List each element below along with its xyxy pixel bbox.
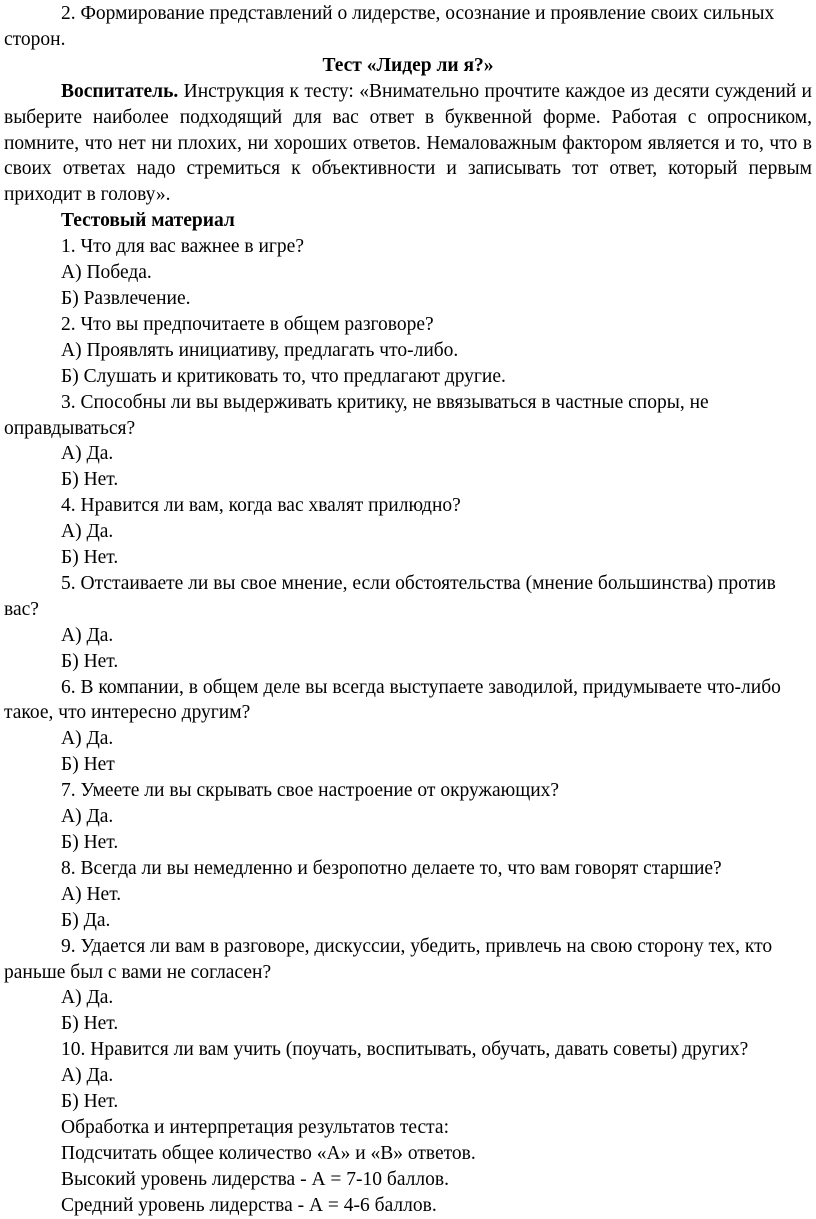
question-text: 10. Нравится ли вам учить (поучать, воспитывать, обучать, давать советы) других? (61, 1039, 749, 1061)
question-item (4, 778, 812, 856)
question-item (4, 493, 812, 571)
answer-a: А) Да. (61, 806, 114, 828)
question-text: 8. Всегда ли вы немедленно и безропотно делаете то, что вам говорят старшие? (61, 857, 722, 879)
answer-b: Б) Слушать и критиковать то, что предлагают другие. (61, 365, 506, 387)
answer-b: Б) Нет (61, 754, 115, 776)
question-item (4, 312, 812, 390)
question-text: 5. Отстаиваете ли вы свое мнение, если обстоятельства (мнение большинства) против вас? (4, 572, 776, 620)
processing-count: Подсчитать общее количество «А» и «В» ответов. (61, 1142, 476, 1164)
question-item (4, 1037, 812, 1115)
question-item (4, 675, 812, 779)
answer-a: А) Да. (61, 987, 114, 1009)
answer-b: Б) Нет. (61, 832, 119, 853)
answer-b: Б) Нет. (61, 650, 119, 672)
question-text: 4. Нравится ли вам, когда вас хвалят прилюдно? (61, 495, 461, 517)
goal-paragraph: 2. Формирование представлений о лидерстве, осознание и проявление своих сильных сторон. (4, 3, 775, 50)
question-text: 1. Что для вас важнее в игре? (61, 236, 304, 258)
processing-heading: Обработка и интерпретация результатов теста: (61, 1116, 450, 1138)
question-list (4, 234, 812, 1115)
question-item (4, 390, 812, 494)
answer-a: А) Проявлять инициативу, предлагать что-либо. (61, 339, 459, 361)
answer-b: Б) Развлечение. (61, 287, 191, 309)
question-item (4, 571, 812, 675)
instruction-text: Инструкция к тесту: «Внимательно прочтите каждое из десяти суждений и выберите наиболее подходящий для вас ответ в буквенной форме. Работая с опросником, помните, что нет ни плохих, ни хороших ответов. Немаловажным фактором является и то, что в своих ответах надо стремиться к объективности и записывать тот ответ, который первым приходит в голову». (4, 80, 812, 206)
answer-a: А) Да. (61, 443, 114, 465)
answer-b: Б) Нет. (61, 1091, 119, 1113)
material-heading: Тестовый материал (61, 210, 235, 232)
processing-high-level: Высокий уровень лидерства - А = 7-10 баллов. (61, 1168, 449, 1190)
question-text: 7. Умеете ли вы скрывать свое настроение от окружающих? (61, 780, 560, 802)
processing-medium-level: Средний уровень лидерства - А = 4-6 баллов. (61, 1194, 437, 1216)
question-text: 9. Удается ли вам в разговоре, дискуссии, убедить, привлечь на свою сторону тех, кто раньше был с вами не согласен? (4, 935, 773, 983)
question-text: 6. В компании, в общем деле вы всегда выступаете заводилой, придумываете что-либо такое, что интересно другим? (4, 676, 781, 724)
answer-a: А) Да. (61, 728, 114, 750)
question-item (4, 934, 812, 1038)
answer-a: А) Да. (61, 624, 114, 646)
question-text: 2. Что вы предпочитаете в общем разговоре? (61, 313, 434, 335)
answer-a: А) Победа. (61, 262, 152, 284)
answer-a: А) Да. (61, 1065, 114, 1087)
answer-a: А) Да. (61, 521, 114, 543)
question-item (4, 234, 812, 312)
speaker-label: Воспитатель. (61, 80, 179, 102)
answer-b: Б) Нет. (61, 1013, 119, 1035)
instruction-paragraph (4, 79, 812, 209)
test-title: Тест «Лидер ли я?» (322, 54, 494, 76)
question-text: 3. Способны ли вы выдерживать критику, не ввязываться в частные споры, не оправдываться? (4, 391, 709, 439)
answer-a: А) Нет. (61, 883, 122, 905)
question-item (4, 856, 812, 934)
answer-b: Б) Нет. (61, 547, 119, 569)
answer-b: Б) Да. (61, 909, 111, 931)
answer-b: Б) Нет. (61, 469, 119, 491)
